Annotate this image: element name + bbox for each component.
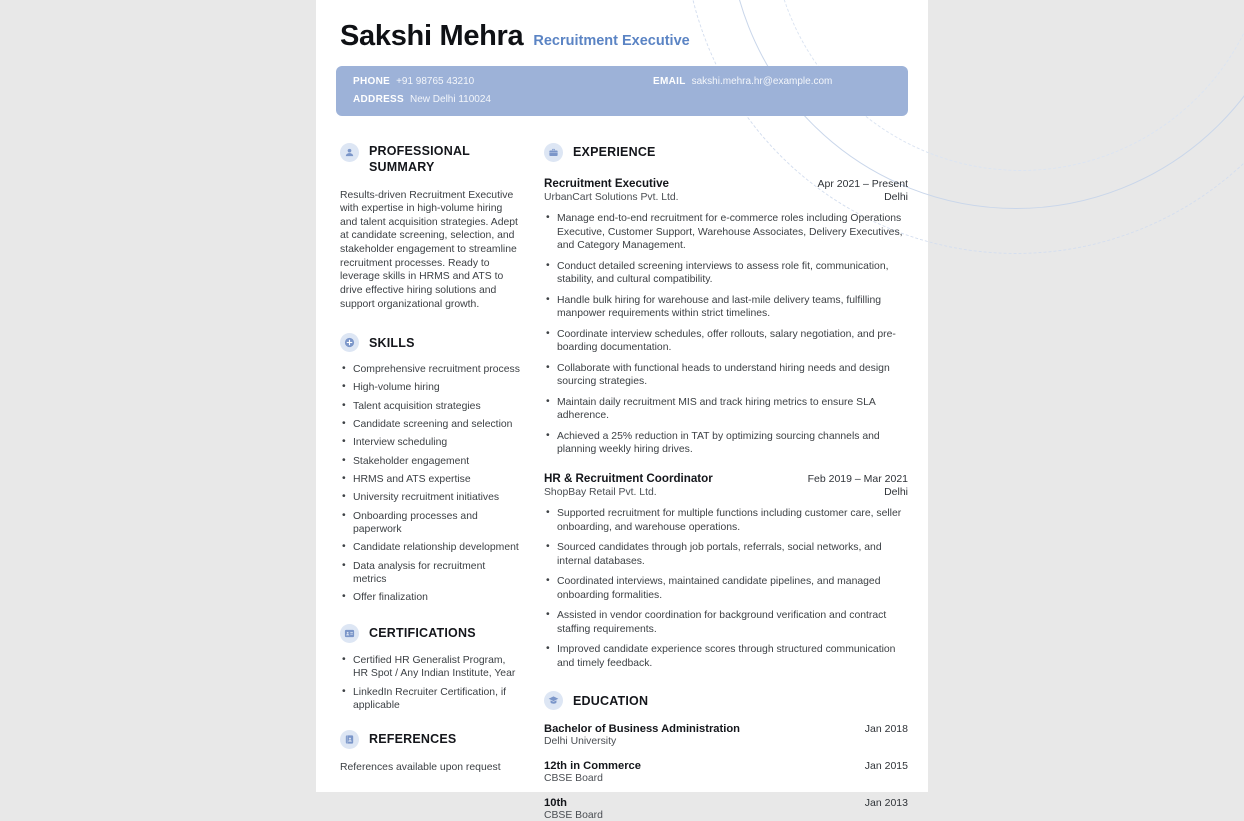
job-bullet: • Coordinated interviews, maintained candidate pipelines, and managed onboarding formalities. bbox=[544, 575, 908, 602]
experience-job-2 bbox=[544, 472, 908, 670]
job-company: UrbanCart Solutions Pvt. Ltd. bbox=[544, 192, 679, 203]
phone-value: +91 98765 43210 bbox=[396, 76, 475, 87]
job-dates: Apr 2021 – Present bbox=[817, 178, 908, 190]
certifications-list bbox=[340, 654, 520, 713]
experience-job-1 bbox=[544, 177, 908, 457]
email-label: EMAIL bbox=[653, 76, 686, 87]
skill-item: • Candidate relationship development bbox=[340, 541, 520, 554]
section-certifications bbox=[340, 624, 520, 713]
references-text: References available upon request bbox=[340, 761, 501, 773]
id-card-icon bbox=[340, 624, 359, 643]
main-content bbox=[316, 116, 928, 821]
email-value: sakshi.mehra.hr@example.com bbox=[691, 76, 833, 87]
education-degree: 10th bbox=[544, 797, 568, 810]
job-company: ShopBay Retail Pvt. Ltd. bbox=[544, 487, 657, 499]
job-title: Recruitment Executive bbox=[544, 177, 670, 190]
experience-heading: EXPERIENCE bbox=[573, 145, 656, 160]
header bbox=[316, 0, 928, 53]
graduation-cap-icon bbox=[544, 691, 563, 710]
contact-email bbox=[653, 76, 891, 87]
skill-item: • University recruitment initiatives bbox=[340, 491, 520, 504]
education-degree: 12th in Commerce bbox=[544, 760, 641, 773]
briefcase-icon bbox=[544, 143, 563, 162]
address-label: ADDRESS bbox=[353, 94, 404, 105]
contact-bar bbox=[336, 66, 908, 116]
job-bullet: • Sourced candidates through job portals, referrals, social networks, and internal databases. bbox=[544, 541, 908, 568]
skill-item: • Onboarding processes and paperwork bbox=[340, 510, 520, 537]
section-experience bbox=[544, 143, 908, 162]
phone-label: PHONE bbox=[353, 76, 391, 87]
job-bullet: • Supported recruitment for multiple functions including customer care, seller onboarding, and warehouse operations. bbox=[544, 507, 908, 534]
skill-item: • Comprehensive recruitment process bbox=[340, 363, 520, 376]
section-skills bbox=[340, 333, 520, 604]
education-heading: EDUCATION bbox=[573, 693, 649, 708]
right-column bbox=[544, 143, 908, 821]
education-date: Jan 2015 bbox=[864, 760, 908, 773]
job-dates: Feb 2019 – Mar 2021 bbox=[807, 473, 908, 486]
skills-heading: SKILLS bbox=[369, 335, 415, 350]
job-bullet: • Maintain daily recruitment MIS and track hiring metrics to ensure SLA adherence. bbox=[544, 396, 908, 423]
skill-item: • Offer finalization bbox=[340, 591, 520, 604]
references-heading: REFERENCES bbox=[369, 732, 457, 747]
skill-item: • Interview scheduling bbox=[340, 436, 520, 449]
job-location: Delhi bbox=[884, 486, 908, 499]
job-bullet: • Assisted in vendor coordination for background verification and contract staffing requirements. bbox=[544, 609, 908, 636]
certification-item: • Certified HR Generalist Program, HR Spot / Any Indian Institute, Year bbox=[340, 654, 520, 681]
skill-item: • Data analysis for recruitment metrics bbox=[340, 560, 520, 587]
job-bullet: • Handle bulk hiring for warehouse and last-mile delivery teams, fulfilling manpower requirements within strict timelines. bbox=[544, 294, 908, 321]
plus-circle-icon bbox=[340, 333, 359, 352]
section-education bbox=[544, 691, 908, 821]
skill-item: • HRMS and ATS expertise bbox=[340, 473, 520, 486]
skill-item: • Talent acquisition strategies bbox=[340, 400, 520, 413]
address-book-icon bbox=[340, 730, 359, 749]
section-references bbox=[340, 730, 520, 773]
job-title: HR & Recruitment Coordinator bbox=[544, 472, 713, 486]
skill-item: • Candidate screening and selection bbox=[340, 418, 520, 431]
candidate-job-title: Recruitment Executive bbox=[533, 33, 690, 49]
job-bullet: • Achieved a 25% reduction in TAT by optimizing sourcing channels and planning weekly hiring drives. bbox=[544, 430, 908, 457]
job-bullet: • Coordinate interview schedules, offer rollouts, salary negotiation, and pre-boarding documentation. bbox=[544, 328, 908, 355]
skills-list bbox=[340, 363, 520, 604]
education-entry bbox=[544, 723, 908, 747]
contact-address bbox=[353, 94, 653, 105]
certifications-heading: CERTIFICATIONS bbox=[369, 625, 476, 640]
education-school: Delhi University bbox=[544, 736, 617, 748]
education-school: CBSE Board bbox=[544, 773, 603, 785]
summary-text: Results-driven Recruitment Executive with expertise in high-volume hiring and talent acquisition strategies. Adept at candidate screening, selection, and stakeholder engagement to streamline recruitment processes. Ready to leverage skills in HRMS and ATS to drive effective hiring solutions and support organizational growth. bbox=[340, 189, 518, 310]
job-bullet: • Collaborate with functional heads to understand hiring needs and design sourcing strategies. bbox=[544, 362, 908, 389]
skill-item: • High-volume hiring bbox=[340, 381, 520, 394]
skill-item: • Stakeholder engagement bbox=[340, 455, 520, 468]
job-bullet: • Manage end-to-end recruitment for e-commerce roles including Operations Executive, Customer Support, Warehouse Associates, Delivery Executives, and Category Management. bbox=[544, 212, 908, 253]
candidate-name: Sakshi Mehra bbox=[340, 20, 524, 52]
education-degree: Bachelor of Business Administration bbox=[544, 723, 741, 736]
person-icon bbox=[340, 143, 359, 162]
education-entry bbox=[544, 760, 908, 784]
section-professional-summary bbox=[340, 143, 520, 176]
job-bullet-list bbox=[544, 212, 908, 457]
address-value: New Delhi 110024 bbox=[410, 94, 491, 105]
job-location: Delhi bbox=[884, 191, 908, 203]
education-school: CBSE Board bbox=[544, 810, 603, 821]
education-date: Jan 2018 bbox=[864, 723, 908, 736]
left-column bbox=[340, 143, 520, 821]
education-entry bbox=[544, 797, 908, 821]
resume-page bbox=[316, 0, 928, 821]
job-bullet-list bbox=[544, 507, 908, 670]
job-bullet: • Improved candidate experience scores through structured communication and timely feedback. bbox=[544, 643, 908, 670]
job-bullet: • Conduct detailed screening interviews to assess role fit, communication, stability, and cultural compatibility. bbox=[544, 260, 908, 287]
education-date: Jan 2013 bbox=[864, 797, 908, 810]
summary-heading: PROFESSIONAL SUMMARY bbox=[369, 144, 470, 175]
certification-item: • LinkedIn Recruiter Certification, if applicable bbox=[340, 686, 520, 713]
contact-phone bbox=[353, 76, 653, 87]
